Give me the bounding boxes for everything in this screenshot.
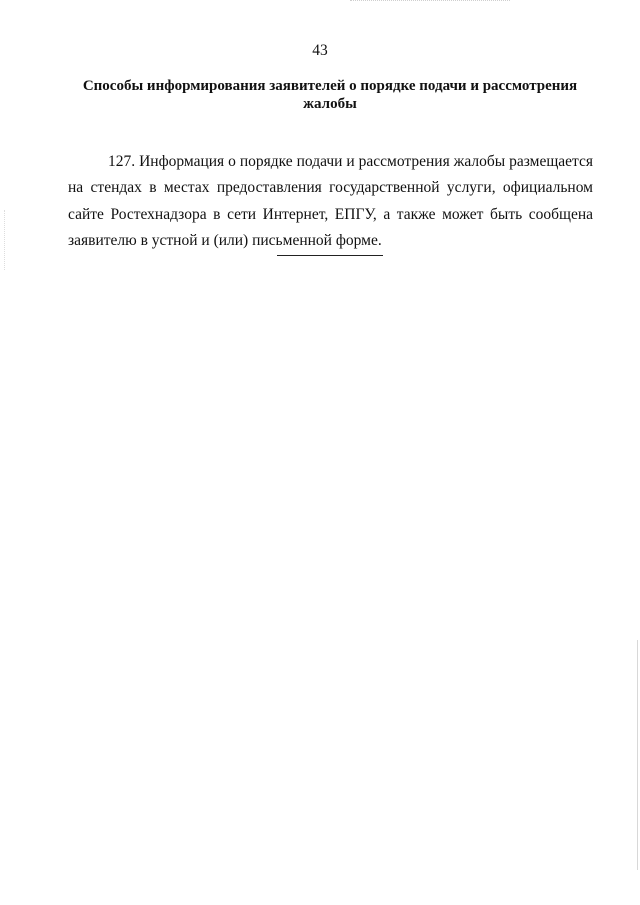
section-heading-line-2: жалобы [303,96,357,112]
page-number: 43 [312,42,328,59]
end-separator-line [277,255,383,256]
scan-artifact-left [4,210,5,270]
section-heading-line-1: Способы информирования заявителей о порядке подачи и рассмотрения [82,78,578,94]
scan-artifact-right [637,640,638,870]
scan-artifact-top [350,0,510,1]
section-heading [60,77,600,113]
body-paragraph: 127. Информация о порядке подачи и рассмотрения жалобы размещается на стендах в местах предоставления государственной услуги, официальном сайте Ростехнадзора в сети Интернет, ЕПГУ, а также может быть сообщена заявителю в устной и (или) письменной форме. [68,152,593,249]
